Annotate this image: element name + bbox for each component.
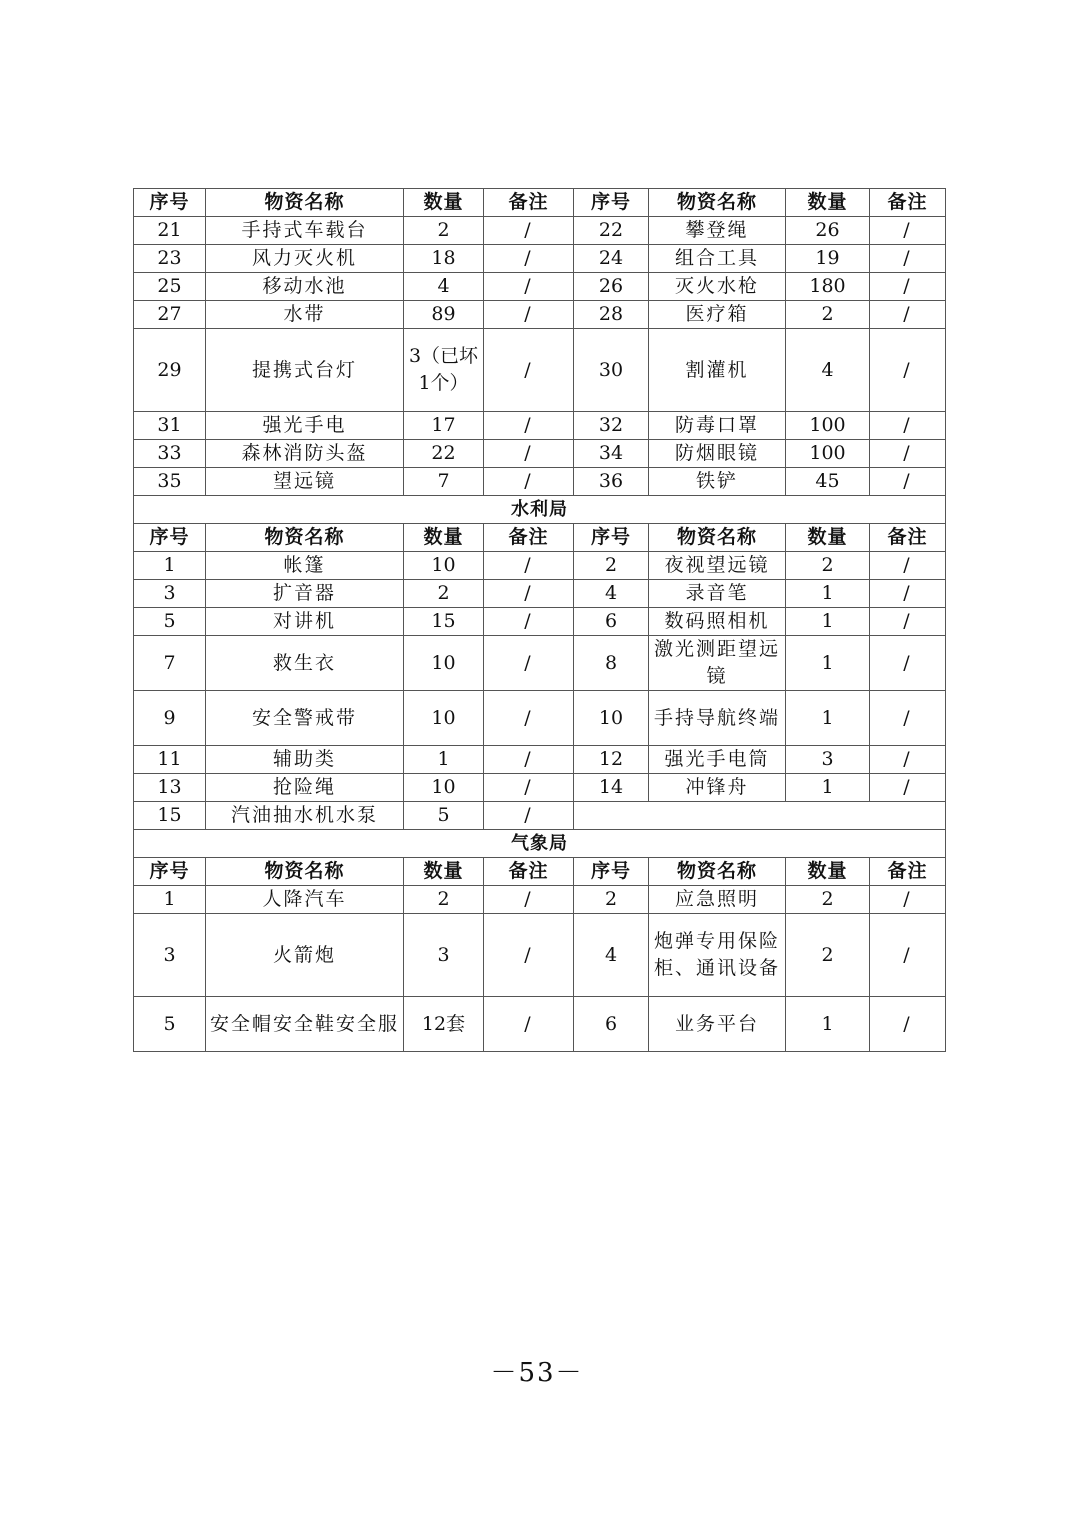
table-cell: 7: [404, 468, 484, 496]
table-cell: /: [870, 412, 946, 440]
table-cell: /: [870, 746, 946, 774]
table-cell: 89: [404, 301, 484, 329]
table-cell: 组合工具: [649, 245, 786, 273]
table-cell: 7: [134, 636, 206, 691]
table-cell: 14: [574, 774, 649, 802]
table-cell: 4: [574, 580, 649, 608]
table-cell: 抢险绳: [206, 774, 404, 802]
table-cell: /: [484, 746, 574, 774]
table-cell: 100: [786, 412, 870, 440]
table-cell: /: [484, 329, 574, 412]
table-cell: /: [870, 552, 946, 580]
column-header: 物资名称: [649, 189, 786, 217]
table-cell: 4: [574, 914, 649, 997]
table-cell: 攀登绳: [649, 217, 786, 245]
column-header: 数量: [404, 189, 484, 217]
section-title-row: [134, 496, 946, 524]
table-cell: 火箭炮: [206, 914, 404, 997]
table-cell: 1: [134, 552, 206, 580]
table-cell: 3: [134, 580, 206, 608]
table-cell: 13: [134, 774, 206, 802]
empty-cell: [574, 802, 946, 830]
table-cell: 移动水池: [206, 273, 404, 301]
table-cell: 炮弹专用保险柜、通讯设备: [649, 914, 786, 997]
table-cell: 22: [404, 440, 484, 468]
column-header: 序号: [134, 189, 206, 217]
table-cell: 3: [404, 914, 484, 997]
table-cell: 应急照明: [649, 886, 786, 914]
table-cell: 2: [786, 552, 870, 580]
table-cell: 18: [404, 245, 484, 273]
table-cell: 森林消防头盔: [206, 440, 404, 468]
column-header: 备注: [870, 189, 946, 217]
table-cell: /: [870, 440, 946, 468]
table-cell: 人降汽车: [206, 886, 404, 914]
table-row: [134, 301, 946, 329]
table-cell: 17: [404, 412, 484, 440]
table-row: [134, 552, 946, 580]
table-row: [134, 691, 946, 746]
table-cell: 36: [574, 468, 649, 496]
table-cell: /: [484, 691, 574, 746]
table-cell: /: [484, 245, 574, 273]
table-cell: 冲锋舟: [649, 774, 786, 802]
table-row: [134, 608, 946, 636]
column-header: 备注: [484, 189, 574, 217]
section-title: 水利局: [134, 496, 946, 524]
table-cell: 业务平台: [649, 997, 786, 1052]
column-header: 物资名称: [206, 858, 404, 886]
table-cell: 3: [134, 914, 206, 997]
table-cell: 1: [404, 746, 484, 774]
table-cell: 22: [574, 217, 649, 245]
table-cell: /: [484, 608, 574, 636]
column-header: 数量: [404, 524, 484, 552]
table-cell: /: [484, 412, 574, 440]
table-cell: /: [484, 552, 574, 580]
table-cell: 5: [134, 997, 206, 1052]
table-row: [134, 273, 946, 301]
table-cell: 15: [134, 802, 206, 830]
table-cell: 6: [574, 997, 649, 1052]
table-cell: 2: [404, 886, 484, 914]
table-cell: 21: [134, 217, 206, 245]
table-cell: 强光手电筒: [649, 746, 786, 774]
table-row: [134, 802, 946, 830]
table-cell: /: [870, 636, 946, 691]
table-cell: /: [484, 636, 574, 691]
table-row: [134, 997, 946, 1052]
table-cell: 34: [574, 440, 649, 468]
table-cell: 180: [786, 273, 870, 301]
table-cell: 2: [404, 580, 484, 608]
table-cell: 数码照相机: [649, 608, 786, 636]
table-cell: 2: [574, 552, 649, 580]
table-cell: /: [870, 273, 946, 301]
column-header: 序号: [134, 524, 206, 552]
table-cell: 2: [404, 217, 484, 245]
table-cell: /: [870, 580, 946, 608]
table-cell: 手持导航终端: [649, 691, 786, 746]
table-cell: /: [870, 691, 946, 746]
column-header: 数量: [786, 858, 870, 886]
column-header: 物资名称: [206, 189, 404, 217]
table-cell: /: [870, 245, 946, 273]
table-cell: 防毒口罩: [649, 412, 786, 440]
table-cell: 安全帽安全鞋安全服: [206, 997, 404, 1052]
table-row: [134, 774, 946, 802]
table-cell: 32: [574, 412, 649, 440]
table-cell: 激光测距望远镜: [649, 636, 786, 691]
column-header: 物资名称: [206, 524, 404, 552]
table-row: [134, 245, 946, 273]
table-cell: 铁铲: [649, 468, 786, 496]
column-header: 数量: [786, 189, 870, 217]
table-header-row: [134, 189, 946, 217]
table-cell: 望远镜: [206, 468, 404, 496]
table-cell: 汽油抽水机水泵: [206, 802, 404, 830]
table-row: [134, 217, 946, 245]
table-cell: 1: [786, 774, 870, 802]
table-cell: 3: [786, 746, 870, 774]
section-title: 气象局: [134, 830, 946, 858]
table-cell: /: [484, 301, 574, 329]
table-cell: 4: [786, 329, 870, 412]
table-cell: 12套: [404, 997, 484, 1052]
page-number: －53－: [490, 1358, 584, 1388]
table-cell: 33: [134, 440, 206, 468]
table-cell: /: [870, 774, 946, 802]
table-cell: 10: [404, 552, 484, 580]
table-cell: 1: [134, 886, 206, 914]
table-row: [134, 746, 946, 774]
table-cell: 10: [404, 691, 484, 746]
column-header: 物资名称: [649, 858, 786, 886]
column-header: 备注: [870, 858, 946, 886]
table-cell: 6: [574, 608, 649, 636]
table-cell: 31: [134, 412, 206, 440]
table-cell: 1: [786, 997, 870, 1052]
table-cell: 15: [404, 608, 484, 636]
table-cell: /: [870, 886, 946, 914]
table-cell: 9: [134, 691, 206, 746]
table-cell: 26: [786, 217, 870, 245]
table-cell: 救生衣: [206, 636, 404, 691]
table-cell: /: [870, 914, 946, 997]
table-cell: 对讲机: [206, 608, 404, 636]
table-cell: 扩音器: [206, 580, 404, 608]
table-cell: /: [484, 217, 574, 245]
table-cell: 8: [574, 636, 649, 691]
table-cell: 医疗箱: [649, 301, 786, 329]
table-cell: 1: [786, 580, 870, 608]
table-cell: 辅助类: [206, 746, 404, 774]
table-cell: /: [484, 440, 574, 468]
table-cell: 10: [574, 691, 649, 746]
table-cell: 割灌机: [649, 329, 786, 412]
table-cell: /: [484, 774, 574, 802]
table-cell: 3（已坏1个）: [404, 329, 484, 412]
table-cell: /: [484, 468, 574, 496]
table-cell: /: [870, 329, 946, 412]
table-cell: /: [484, 886, 574, 914]
section-title-row: [134, 830, 946, 858]
table-header-row: [134, 858, 946, 886]
table-cell: 12: [574, 746, 649, 774]
table-cell: 5: [134, 608, 206, 636]
table-cell: 19: [786, 245, 870, 273]
table-cell: 提携式台灯: [206, 329, 404, 412]
table-cell: 水带: [206, 301, 404, 329]
table-cell: 23: [134, 245, 206, 273]
table-cell: /: [870, 301, 946, 329]
table-cell: 帐篷: [206, 552, 404, 580]
column-header: 序号: [574, 858, 649, 886]
table-cell: 风力灭火机: [206, 245, 404, 273]
table-cell: 29: [134, 329, 206, 412]
table-cell: 安全警戒带: [206, 691, 404, 746]
table-cell: /: [484, 802, 574, 830]
column-header: 备注: [484, 858, 574, 886]
column-header: 备注: [870, 524, 946, 552]
table-cell: 录音笔: [649, 580, 786, 608]
table-cell: 2: [786, 301, 870, 329]
table-row: [134, 636, 946, 691]
table-cell: 25: [134, 273, 206, 301]
table-cell: 11: [134, 746, 206, 774]
table-row: [134, 468, 946, 496]
table-cell: /: [870, 997, 946, 1052]
table-cell: 1: [786, 608, 870, 636]
table-row: [134, 412, 946, 440]
table-header-row: [134, 524, 946, 552]
table-cell: 防烟眼镜: [649, 440, 786, 468]
table-cell: 2: [786, 886, 870, 914]
column-header: 序号: [574, 524, 649, 552]
table-row: [134, 886, 946, 914]
column-header: 数量: [786, 524, 870, 552]
table-cell: 2: [574, 886, 649, 914]
table-cell: /: [484, 997, 574, 1052]
table-cell: 4: [404, 273, 484, 301]
table-cell: 2: [786, 914, 870, 997]
table-cell: 10: [404, 636, 484, 691]
column-header: 备注: [484, 524, 574, 552]
table-cell: 28: [574, 301, 649, 329]
table-cell: /: [870, 217, 946, 245]
table-cell: 灭火水枪: [649, 273, 786, 301]
column-header: 物资名称: [649, 524, 786, 552]
table-cell: 45: [786, 468, 870, 496]
column-header: 序号: [134, 858, 206, 886]
column-header: 数量: [404, 858, 484, 886]
table-row: [134, 914, 946, 997]
table-cell: /: [484, 580, 574, 608]
table-cell: 30: [574, 329, 649, 412]
table-cell: 100: [786, 440, 870, 468]
table-cell: 强光手电: [206, 412, 404, 440]
table-row: [134, 440, 946, 468]
table-cell: 5: [404, 802, 484, 830]
table-cell: 1: [786, 636, 870, 691]
table-cell: /: [870, 468, 946, 496]
column-header: 序号: [574, 189, 649, 217]
table-row: [134, 580, 946, 608]
table-cell: 27: [134, 301, 206, 329]
table-cell: /: [484, 273, 574, 301]
table-row: [134, 329, 946, 412]
table-cell: 26: [574, 273, 649, 301]
table-cell: 10: [404, 774, 484, 802]
table-cell: 夜视望远镜: [649, 552, 786, 580]
materials-table: [133, 188, 946, 1052]
table-cell: 35: [134, 468, 206, 496]
table-cell: 1: [786, 691, 870, 746]
table-cell: 手持式车载台: [206, 217, 404, 245]
table-cell: 24: [574, 245, 649, 273]
table-cell: /: [870, 608, 946, 636]
table-cell: /: [484, 914, 574, 997]
